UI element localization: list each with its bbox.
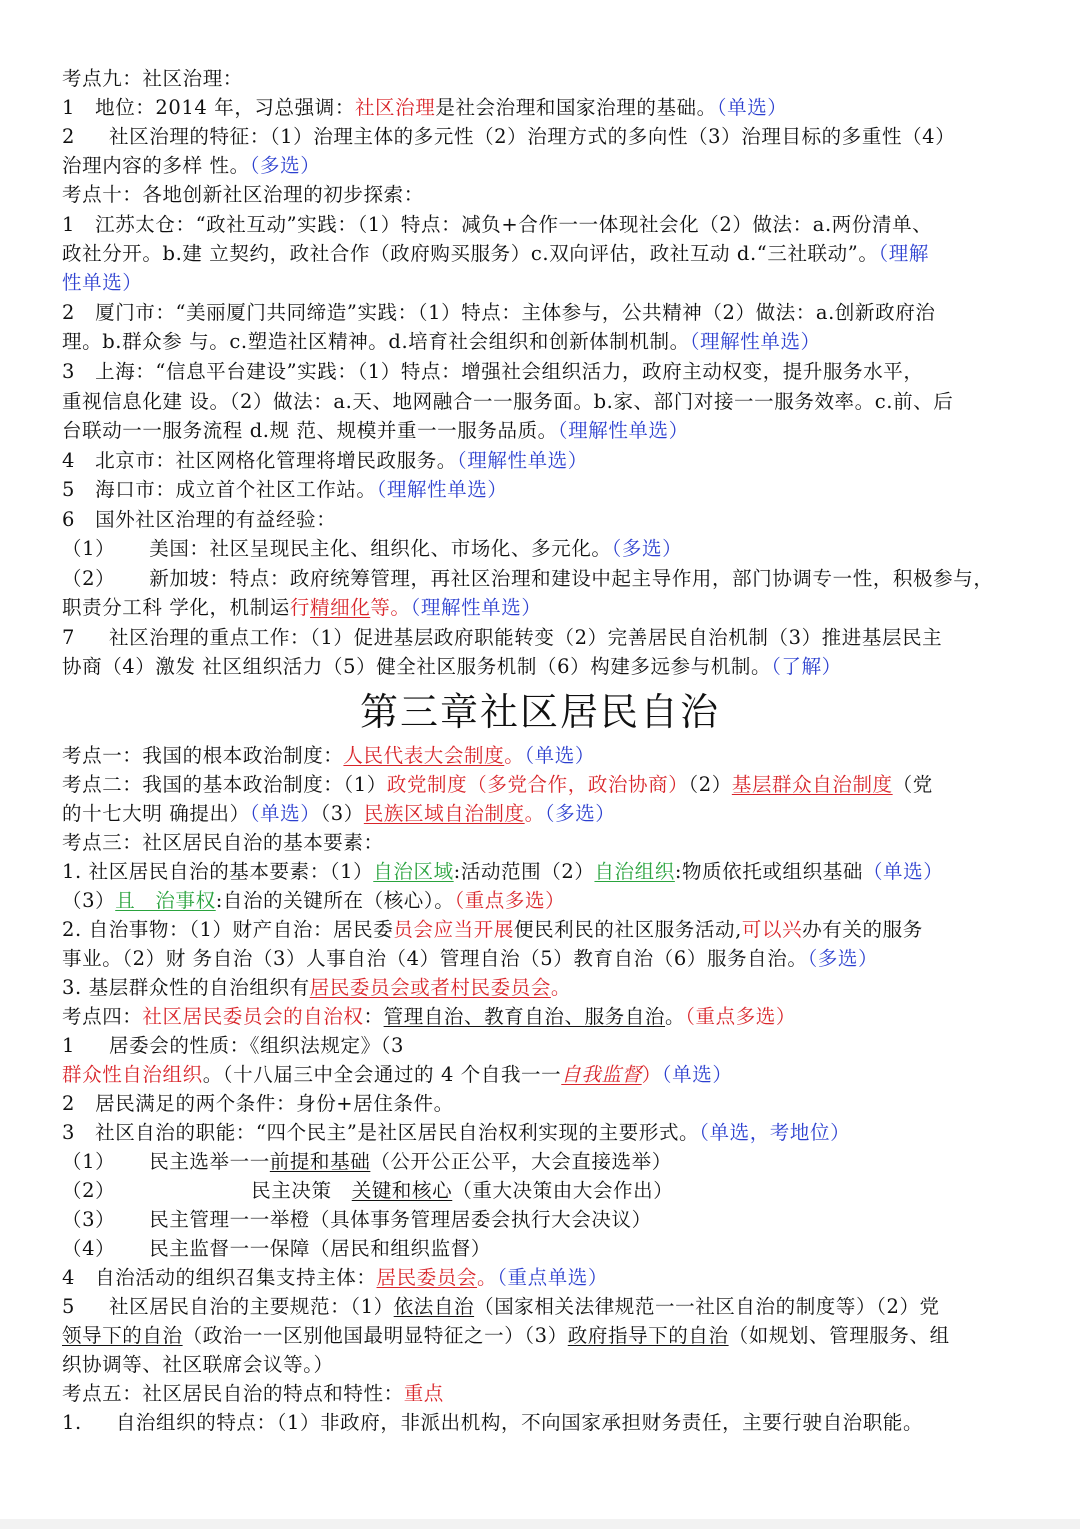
highlight-red: 可以兴 (741, 918, 803, 941)
question-type-tag: （理解 (878, 242, 929, 265)
text: 理。b.群众参 与。c.塑造社区精神。d.培育社会组织和创新体制机制。 (62, 330, 690, 353)
highlight-red: 政党制度（多党合作，政治协商） (386, 773, 689, 796)
underlined-text: 关键和核心 (351, 1179, 453, 1202)
text: 居委会的性质：《组织法规定》（3 (109, 1034, 405, 1057)
text: 考点一：我国的根本政治制度： (62, 744, 344, 767)
paragraph-line (62, 1292, 1022, 1321)
text: 4 北京市：社区网格化管理将增民政服务。 (62, 449, 457, 472)
text: （3） (320, 802, 364, 825)
heading-kaodian-3 (62, 828, 1022, 857)
text: 考点五：社区居民自治的特点和特性： (62, 1382, 404, 1405)
question-type-tag: （单选） (661, 1063, 733, 1086)
underlined-text: 依法自治 (393, 1295, 475, 1318)
question-type-tag: （理解性单选） (376, 478, 508, 501)
question-type-tag: （单选） (862, 860, 944, 883)
highlight-green-underlined: 自治组织 (594, 860, 675, 883)
paragraph-line (62, 973, 1022, 1002)
highlight-red: 群众性自治组织 (62, 1063, 203, 1086)
highlight-red: 。 (550, 976, 572, 999)
paragraph-line (62, 652, 1022, 681)
heading-kaodian-2 (62, 770, 1022, 799)
paragraph-line (62, 1234, 1022, 1263)
text: 4 自治活动的组织召集支持主体： (62, 1266, 377, 1289)
text: （重大决策由大会作出） (452, 1179, 674, 1202)
text: 事业。（2）财 务自治（3）人事自治（4）管理自治（5）教育自治（6）服务自治。 (62, 947, 808, 970)
paragraph-line (62, 1350, 1022, 1379)
highlight-red: 社区治理 (354, 96, 436, 119)
chapter-title: 第三章社区居民自治 (359, 690, 720, 734)
paragraph-line (62, 1031, 1022, 1060)
text: 美国：社区呈现民主化、组织化、市场化、多元化。 (149, 537, 612, 560)
question-type-tag: （理解性单选） (410, 596, 542, 619)
paragraph-line (62, 799, 1022, 828)
paragraph-line (62, 564, 1022, 593)
paragraph-line (62, 151, 1022, 180)
question-type-tag: （多选） (249, 154, 321, 177)
text: 1. 社区居民自治的基本要素：（1） (62, 860, 374, 883)
text: （3） (62, 889, 116, 912)
text: 2 厦门市：“美丽厦门共同缔造”实践：（1）特点：主体参与，公共精神（2）做法：a.创新政府治 (62, 301, 936, 324)
paragraph-line (62, 446, 1022, 475)
text: 1 江苏太仓：“政社互动”实践：（1）特点：减负+合作一一体现社会化（2）做法：a.两份清单、 (62, 213, 933, 236)
text: 织协调等、社区联席会议等。） (62, 1353, 334, 1376)
text: 1 地位：2014 年，习总强调： (62, 96, 355, 119)
item-number: （1） (62, 1150, 116, 1173)
paragraph-line (62, 593, 1022, 622)
paragraph-line (62, 623, 1022, 652)
highlight-red: 重点 (403, 1382, 444, 1405)
item-number: （3） (62, 1208, 116, 1231)
item-number: 1. (62, 1411, 82, 1434)
question-type-tag: （理解性单选） (557, 419, 689, 442)
text: 3. 基层群众性的自治组织有 (62, 976, 310, 999)
text: 便民利民的社区服务活动, (513, 918, 742, 941)
item-number: 7 (62, 626, 76, 649)
text: 重视信息化建 设。（2）做法：a.天、地网融合一一服务面。b.家、部门对接一一服务效率。c.前、后 (62, 390, 954, 413)
question-type-tag: （理解性单选） (689, 330, 821, 353)
text: :物质依托或组织基础 (674, 860, 863, 883)
paragraph-line (62, 886, 1022, 915)
paragraph-line (62, 1118, 1022, 1147)
highlight-red-underlined: 居民委员会 (376, 1266, 478, 1289)
highlight-red: 。 (504, 744, 525, 767)
paragraph-line (62, 298, 1022, 327)
question-type-tag: （多选） (544, 802, 616, 825)
highlight-red-underlined: 自我监督 (561, 1063, 642, 1086)
highlight-red: 。 (477, 1266, 498, 1289)
item-number: 5 (62, 1295, 76, 1318)
text: 治理内容的多样 性。 (62, 154, 250, 177)
text: :活动范围（2） (453, 860, 595, 883)
item-number: 1 (62, 1034, 76, 1057)
text: 政社分开。b.建 立契约，政社合作（政府购买服务）c.双向评估，政社互动 d.“三社联动”。 (62, 242, 879, 265)
text: 社区居民自治的主要规范：（1） (109, 1295, 394, 1318)
heading-kaodian-10 (62, 180, 1022, 209)
text: 民主管理一一举橙（具体事务管理居委会执行大会决议） (149, 1208, 652, 1231)
text: :自治的关键所在（核心）。 (215, 889, 455, 912)
item-number: （2） (62, 1179, 116, 1202)
paragraph-line (62, 1263, 1022, 1292)
text: 的十七大明 确提出） (62, 802, 250, 825)
paragraph-line (62, 1147, 1022, 1176)
heading-kaodian-1 (62, 741, 1022, 770)
text: 民主决策 (251, 1179, 352, 1202)
text: 考点三：社区居民自治的基本要素： (62, 831, 384, 854)
paragraph-line (62, 1060, 1022, 1089)
text: 5 海口市：成立首个社区工作站。 (62, 478, 377, 501)
text: （公开公正公平，大会直接选举） (370, 1150, 672, 1173)
question-type-tag: （单选） (716, 96, 788, 119)
text: ： (363, 1005, 384, 1028)
text: 职责分工科 学化，机制运 (62, 596, 290, 619)
paragraph-line (62, 534, 1022, 563)
highlight-green-underlined: 自治区域 (373, 860, 454, 883)
highlight-red-underlined: 基层群众自治制度 (731, 773, 893, 796)
question-type-tag: （单选，考地位） (699, 1121, 851, 1144)
text: 民主选举一一 (149, 1150, 270, 1173)
text: 2 居民满足的两个条件：身份+居住条件。 (62, 1092, 454, 1115)
paragraph-line (62, 944, 1022, 973)
text: 3 上海：“信息平台建设”实践：（1）特点：增强社会组织活力，政府主动权变，提升服务水平， (62, 360, 924, 383)
highlight-red: 员会应当开展 (393, 918, 514, 941)
text: 考点九：社区治理： (62, 67, 243, 90)
text: （政治一一区别他国最明显特征之一）（3） (182, 1324, 568, 1347)
text: 3 社区自治的职能：“四个民主”是社区居民自治权利实现的主要形式。 (62, 1121, 700, 1144)
paragraph-line (62, 416, 1022, 445)
text: 办有关的服务 (802, 918, 923, 941)
question-type-tag: （了解） (771, 655, 842, 678)
paragraph-line (62, 1205, 1022, 1234)
text: 是社会治理和国家治理的基础。 (435, 96, 717, 119)
highlight-red-underlined: 精细化 (310, 596, 371, 619)
paragraph-line (62, 505, 1022, 534)
paragraph-line (62, 357, 1022, 386)
highlight-red: 等。 (370, 596, 411, 619)
paragraph-line (62, 327, 1022, 356)
highlight-green-underlined: 且 治事权 (115, 889, 216, 912)
text: （如规划、管理服务、组 (728, 1324, 950, 1347)
question-type-tag: （理解性单选） (456, 449, 588, 472)
text: （2） (688, 773, 732, 796)
paragraph-line (62, 93, 1022, 122)
text: 2. 自治事物：（1）财产自治：居民委 (62, 918, 394, 941)
paragraph-line (62, 475, 1022, 504)
paragraph-line (62, 210, 1022, 239)
text: 新加坡：特点：政府统筹管理，再社区治理和建设中起主导作用，部门协调专一性，积极参与， (149, 567, 994, 590)
item-number: （1） (62, 537, 116, 560)
heading-kaodian-5 (62, 1379, 1022, 1408)
question-type-tag: （多选） (611, 537, 683, 560)
highlight-red-underlined: 民族区域自治制度 (363, 802, 525, 825)
text: 考点四： (62, 1005, 143, 1028)
text: 民主监督一一保障（居民和组织监督） (149, 1237, 491, 1260)
text: 考点十：各地创新社区治理的初步探索： (62, 183, 424, 206)
question-type-tag: （单选） (249, 802, 321, 825)
underlined-text: 领导下的自治 (62, 1324, 183, 1347)
text: 自治组织的特点：（1）非政府，非派出机构，不向国家承担财务责任，主要行驶自治职能。 (115, 1411, 924, 1434)
heading-kaodian-9 (62, 64, 1022, 93)
paragraph-line (62, 915, 1022, 944)
text: 台联动一一服务流程 d.规 范、规模并重一一服务品质。 (62, 419, 558, 442)
paragraph-line (62, 387, 1022, 416)
paragraph-line (62, 239, 1022, 268)
text: （国家相关法律规范一一社区自治的制度等）（2）党 (474, 1295, 940, 1318)
underlined-text: 管理自治、教育自治、服务自治 (383, 1005, 666, 1028)
paragraph-line (62, 1176, 1022, 1205)
text: 社区治理的重点工作：（1）促进基层政府职能转变（2）完善居民自治机制（3）推进基层民主 (109, 626, 943, 649)
text: 。 (665, 1005, 686, 1028)
page-bottom-edge (0, 1519, 1080, 1529)
highlight-red-underlined: 人民代表大会制度 (343, 744, 505, 767)
paragraph-line (62, 1321, 1022, 1350)
highlight-red: 。 (524, 802, 545, 825)
paragraph-line (62, 1408, 1022, 1437)
text: 。（十八届三中全会通过的 4 个自我一一 (202, 1063, 562, 1086)
paragraph-line (62, 1089, 1022, 1118)
paragraph-line (62, 857, 1022, 886)
question-type-tag: （多选） (807, 947, 879, 970)
heading-kaodian-4 (62, 1002, 1022, 1031)
text: 6 国外社区治理的有益经验： (62, 508, 337, 531)
highlight-red: （重点多选） (454, 889, 566, 912)
item-number: （4） (62, 1237, 116, 1260)
text: 协商（4）激发 社区组织活力（5）健全社区服务机制（6）构建多远参与机制。 (62, 655, 772, 678)
text: （党 (892, 773, 933, 796)
question-type-tag: （重点单选） (497, 1266, 608, 1289)
highlight-red: 行 (289, 596, 311, 619)
highlight-red: （重点多选） (685, 1005, 796, 1028)
paragraph-line (62, 268, 1022, 297)
question-type-tag: 性单选） (62, 271, 143, 294)
underlined-text: 前提和基础 (269, 1150, 371, 1173)
highlight-red: 社区居民委员会的自治权 (142, 1005, 364, 1028)
item-number: 2 (62, 125, 76, 148)
highlight-red-underlined: 居民委员会或者村民委员会 (309, 976, 551, 999)
item-number: （2） (62, 567, 116, 590)
paragraph-line (62, 122, 1022, 151)
highlight-red: ） (641, 1063, 662, 1086)
question-type-tag: （单选） (524, 744, 595, 767)
text: 考点二：我国的基本政治制度：（1） (62, 773, 387, 796)
text: 社区治理的特征：（1）治理主体的多元性（2）治理方式的多向性（3）治理目标的多重性（4） (109, 125, 956, 148)
underlined-text: 政府指导下的自治 (567, 1324, 729, 1347)
